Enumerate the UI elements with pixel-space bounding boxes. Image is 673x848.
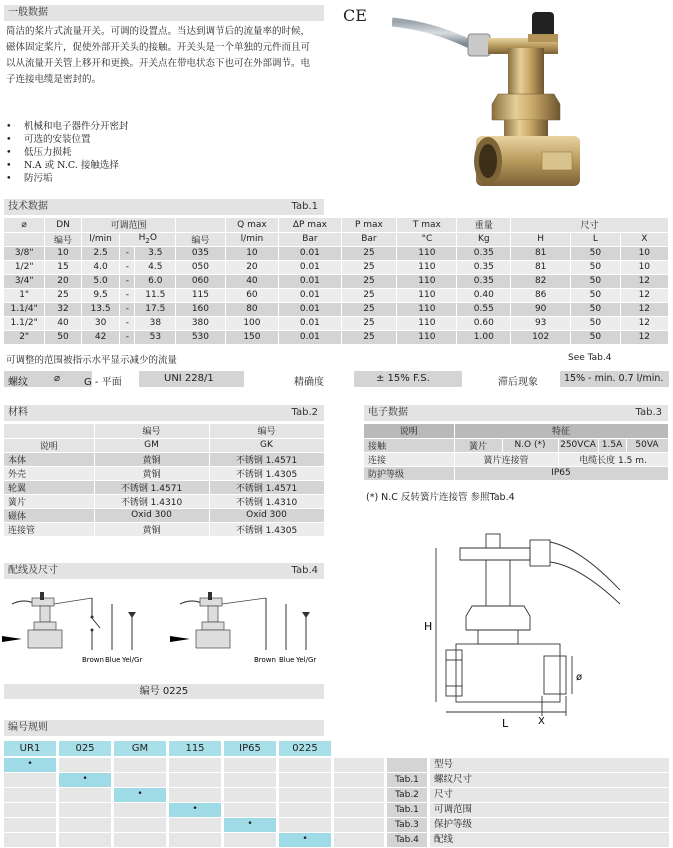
wiring-header — [4, 563, 324, 579]
wire-yelgr: Yel/Gr — [122, 656, 143, 664]
hyst-value: 15% - min. 0.7 l/min. — [564, 373, 664, 384]
code-segment: 0225 — [279, 741, 331, 756]
code-grid-cell — [59, 818, 111, 832]
mat-code-head: 编号 — [94, 424, 209, 438]
materials-cell: 不锈钢 1.4571 — [209, 452, 324, 466]
tech-cell: 0.01 — [279, 246, 341, 260]
materials-cell: 不锈钢 1.4571 — [94, 480, 209, 494]
electrical-header — [364, 405, 668, 421]
sub-x-dim: X — [620, 232, 668, 246]
code-grid-cell — [4, 788, 56, 802]
code-grid-cell — [334, 788, 384, 802]
tech-cell: 40 — [225, 274, 279, 288]
tech-cell: 50 — [571, 288, 620, 302]
tech-cell: 050 — [176, 260, 225, 274]
elec-voltage: 250VCA — [558, 438, 598, 452]
code-tab-ref — [387, 758, 427, 772]
tech-cell: 20 — [45, 274, 81, 288]
tech-cell: 81 — [511, 246, 571, 260]
wire-brown: Brown — [254, 656, 276, 664]
col-dn: DN — [45, 218, 81, 232]
tech-cell: 2" — [4, 330, 45, 344]
tech-cell: 3/8" — [4, 246, 45, 260]
tech-cell: 25 — [341, 274, 397, 288]
materials-row — [4, 494, 324, 508]
code-grid-cell — [224, 833, 276, 847]
tech-cell: 0.55 — [457, 302, 511, 316]
tech-cell: - — [120, 274, 135, 288]
code-marker: • — [59, 773, 111, 787]
tech-cell: 0.35 — [457, 246, 511, 260]
code-field-label: 型号 — [430, 758, 669, 772]
accuracy-label: 精确度 — [294, 377, 324, 388]
tech-cell: 110 — [397, 302, 457, 316]
wiring-diagram-no — [2, 590, 162, 668]
tech-cell: - — [120, 330, 135, 344]
code-grid-cell — [59, 833, 111, 847]
feature-item: • 低压力损耗 — [2, 146, 322, 159]
code-grid-cell — [114, 758, 166, 772]
code-grid-cell — [169, 773, 221, 787]
elec-contact-no: N.O (*) — [502, 438, 558, 452]
feature-item: • 机械和电子器件分开密封 — [2, 120, 322, 133]
tech-row — [4, 288, 669, 302]
wiring-tab-ref: Tab.4 — [291, 565, 318, 576]
tech-cell: 4.5 — [135, 260, 176, 274]
tech-cell: 110 — [397, 330, 457, 344]
sub-o: O — [149, 233, 157, 244]
dim-d: ø — [576, 672, 583, 683]
sub-code: 编号 — [45, 232, 81, 246]
tech-row — [4, 302, 669, 316]
feature-item: • 可选的安装位置 — [2, 133, 322, 146]
tech-cell: 50 — [571, 330, 620, 344]
tech-cell: 9.5 — [81, 288, 120, 302]
dim-h: H — [424, 620, 433, 633]
materials-row — [4, 466, 324, 480]
materials-cell: 本体 — [4, 452, 94, 466]
code-grid-cell — [224, 788, 276, 802]
see-tab4: See Tab.4 — [568, 353, 612, 363]
tech-cell: 25 — [341, 302, 397, 316]
code-grid-cell — [114, 818, 166, 832]
tech-cell: 115 — [176, 288, 225, 302]
materials-cell: Oxid 300 — [94, 508, 209, 522]
tech-cell: 5.0 — [81, 274, 120, 288]
coding-title: 编号规则 — [8, 722, 48, 733]
tech-cell: 0.01 — [279, 274, 341, 288]
tech-cell: 90 — [511, 302, 571, 316]
mat-code-gm: GM — [94, 438, 209, 452]
tech-cell: 0.35 — [457, 274, 511, 288]
sub-h2o — [120, 232, 176, 246]
tech-row — [4, 246, 669, 260]
elec-contact-type: 簧片 — [454, 438, 502, 452]
tech-table — [4, 218, 669, 345]
tech-cell: 380 — [176, 316, 225, 330]
sub-code2: 编号 — [176, 232, 225, 246]
code-grid-cell — [279, 788, 331, 802]
tech-cell: 50 — [571, 316, 620, 330]
materials-row — [4, 508, 324, 522]
code-segment: GM — [114, 741, 166, 756]
code-marker: • — [169, 803, 221, 817]
code-grid-cell — [4, 818, 56, 832]
tech-cell: 1.1/4" — [4, 302, 45, 316]
tech-cell: 12 — [620, 316, 668, 330]
tech-cell: 38 — [135, 316, 176, 330]
materials-row — [4, 480, 324, 494]
sub-l-dim: L — [571, 232, 620, 246]
tech-cell: 32 — [45, 302, 81, 316]
elec-prot-label: 防护等级 — [364, 466, 454, 480]
tech-cell: 17.5 — [135, 302, 176, 316]
tech-cell: 50 — [45, 330, 81, 344]
elec-conn-label: 连接 — [364, 452, 454, 466]
tech-cell: 15 — [45, 260, 81, 274]
tech-cell: 12 — [620, 302, 668, 316]
intro-line: 子连接电缆是密封的。 — [6, 74, 102, 85]
tech-cell: 0.01 — [279, 260, 341, 274]
col-qmax: Q max — [225, 218, 279, 232]
code-marker: • — [224, 818, 276, 832]
code-grid-cell — [334, 758, 384, 772]
tech-cell: 11.5 — [135, 288, 176, 302]
tech-cell: 12 — [620, 274, 668, 288]
tech-cell: 20 — [225, 260, 279, 274]
code-grid-cell — [224, 773, 276, 787]
tech-cell: 93 — [511, 316, 571, 330]
code-tab-ref: Tab.2 — [387, 788, 427, 802]
tech-cell: 40 — [45, 316, 81, 330]
elec-contact-label: 接触 — [364, 438, 454, 452]
code-grid-cell — [59, 803, 111, 817]
tech-cell: 10 — [225, 246, 279, 260]
tech-tab-ref: Tab.1 — [291, 201, 318, 212]
wire-blue: Blue — [279, 656, 295, 664]
code-grid-cell — [59, 758, 111, 772]
wire-blue: Blue — [105, 656, 121, 664]
sub-bar2: Bar — [341, 232, 397, 246]
tech-cell: 150 — [225, 330, 279, 344]
code-marker: • — [114, 788, 166, 802]
code-field-label: 螺纹尺寸 — [430, 773, 669, 787]
code-grid-cell — [114, 773, 166, 787]
code-segment: IP65 — [224, 741, 276, 756]
materials-cell: 不锈钢 1.4305 — [209, 466, 324, 480]
tech-cell: 110 — [397, 274, 457, 288]
tech-cell: 25 — [341, 246, 397, 260]
wiring-code-label: 编号 0225 — [139, 686, 189, 697]
col-diameter: ⌀ — [4, 218, 45, 232]
materials-cell: 簧片 — [4, 494, 94, 508]
materials-header — [4, 405, 324, 421]
code-field-label: 配线 — [430, 833, 669, 847]
code-tab-ref: Tab.3 — [387, 818, 427, 832]
code-grid-cell — [4, 833, 56, 847]
materials-row — [4, 452, 324, 466]
wire-yelgr: Yel/Gr — [296, 656, 317, 664]
tech-cell: 0.01 — [279, 330, 341, 344]
tech-cell: 80 — [225, 302, 279, 316]
code-grid-cell — [169, 818, 221, 832]
sub-h-dim: H — [511, 232, 571, 246]
tech-cell: 100 — [225, 316, 279, 330]
tech-cell: 3.5 — [135, 246, 176, 260]
intro-line: 磁体固定桨片，促使外部开关头的接触。开关头是一个单独的元件而且可 — [6, 42, 311, 53]
product-photo — [392, 4, 604, 194]
materials-title: 材料 — [8, 407, 28, 418]
code-grid-cell — [334, 833, 384, 847]
ce-mark: CE — [343, 6, 367, 25]
tech-cell: 110 — [397, 288, 457, 302]
dimension-drawing — [420, 520, 660, 730]
code-field-label: 尺寸 — [430, 788, 669, 802]
elec-feature-head: 特征 — [454, 424, 668, 438]
coding-header — [4, 720, 324, 736]
tech-cell: 10 — [620, 260, 668, 274]
tech-cell: 25 — [341, 316, 397, 330]
sub-blank — [4, 232, 45, 246]
tech-cell: 25 — [341, 330, 397, 344]
sub-bar: Bar — [279, 232, 341, 246]
feature-list — [2, 120, 322, 185]
code-grid-cell — [114, 803, 166, 817]
tech-cell: 1.00 — [457, 330, 511, 344]
code-grid-cell — [169, 788, 221, 802]
dim-x: X — [538, 716, 545, 727]
materials-cell: 不锈钢 1.4310 — [209, 494, 324, 508]
tech-cell: 4.0 — [81, 260, 120, 274]
tech-cell: 25 — [45, 288, 81, 302]
tech-cell: 110 — [397, 316, 457, 330]
code-tab-ref: Tab.4 — [387, 833, 427, 847]
sub-h: H — [138, 233, 146, 244]
code-grid-cell — [59, 788, 111, 802]
code-tab-ref: Tab.1 — [387, 773, 427, 787]
general-header — [4, 5, 324, 21]
tech-cell: 3/4" — [4, 274, 45, 288]
col-dp: ΔP max — [279, 218, 341, 232]
code-grid-cell — [114, 833, 166, 847]
accuracy-value: ± 15% F.S. — [376, 373, 430, 384]
code-grid-cell — [279, 818, 331, 832]
dim-l: L — [502, 717, 509, 730]
materials-cell: 轮翼 — [4, 480, 94, 494]
materials-table — [4, 424, 325, 537]
general-intro — [6, 24, 336, 88]
intro-line: 简洁的桨片式流量开关。可调的设置点。当达到调节后的流量率的时候， — [6, 26, 311, 37]
materials-cell: 磁体 — [4, 508, 94, 522]
tech-cell: 035 — [176, 246, 225, 260]
materials-row — [4, 522, 324, 536]
elec-conn-value: 簧片连接管 — [454, 452, 558, 466]
code-marker: • — [4, 758, 56, 772]
code-segment: UR1 — [4, 741, 56, 756]
sub-kg: Kg — [457, 232, 511, 246]
tech-cell: 12 — [620, 330, 668, 344]
tech-cell: 13.5 — [81, 302, 120, 316]
tech-cell: 060 — [176, 274, 225, 288]
tech-cell: 0.60 — [457, 316, 511, 330]
mat-blank — [4, 424, 94, 438]
thread-std: UNI 228/1 — [164, 373, 214, 384]
code-field-label: 保护等级 — [430, 818, 669, 832]
col-pmax: P max — [341, 218, 397, 232]
tech-cell: 1" — [4, 288, 45, 302]
tech-cell: 2.5 — [81, 246, 120, 260]
mat-desc-head: 说明 — [4, 438, 94, 452]
code-segment: 115 — [169, 741, 221, 756]
code-grid-cell — [4, 773, 56, 787]
col-dimensions: 尺寸 — [511, 218, 669, 232]
materials-tab-ref: Tab.2 — [291, 407, 318, 418]
materials-cell: 黄铜 — [94, 466, 209, 480]
tech-cell: 82 — [511, 274, 571, 288]
code-grid-cell — [334, 818, 384, 832]
tech-cell: 160 — [176, 302, 225, 316]
tech-cell: 86 — [511, 288, 571, 302]
electrical-title: 电子数据 — [368, 407, 408, 418]
tech-cell: 1/2" — [4, 260, 45, 274]
code-grid-cell — [4, 803, 56, 817]
col-range-code-head — [176, 218, 225, 232]
tech-cell: 50 — [571, 260, 620, 274]
general-title: 一般数据 — [8, 7, 48, 18]
tech-header — [4, 199, 324, 215]
tech-cell: 6.0 — [135, 274, 176, 288]
tech-cell: 0.40 — [457, 288, 511, 302]
tech-row — [4, 260, 669, 274]
electrical-note: (*) N.C 反转簧片连接管 参照Tab.4 — [366, 492, 515, 503]
code-grid-cell — [279, 773, 331, 787]
materials-cell: 连接管 — [4, 522, 94, 536]
tech-cell: - — [120, 246, 135, 260]
electrical-tab-ref: Tab.3 — [635, 407, 662, 418]
tech-title: 技术数据 — [8, 201, 48, 212]
tech-cell: 10 — [620, 246, 668, 260]
tech-cell: 0.01 — [279, 302, 341, 316]
materials-cell: Oxid 300 — [209, 508, 324, 522]
sub-lmin2: l/min — [225, 232, 279, 246]
materials-cell: 不锈钢 1.4571 — [209, 480, 324, 494]
code-grid-cell — [169, 758, 221, 772]
materials-cell: 外壳 — [4, 466, 94, 480]
tech-cell: 102 — [511, 330, 571, 344]
sub-2: 2 — [145, 236, 150, 245]
elec-current: 1.5A — [598, 438, 626, 452]
coding-grid — [4, 741, 669, 845]
code-grid-cell — [334, 803, 384, 817]
materials-cell: 不锈钢 1.4310 — [94, 494, 209, 508]
tech-cell: 10 — [45, 246, 81, 260]
code-grid-cell — [169, 833, 221, 847]
elec-cable-len: 电缆长度 1.5 m. — [558, 452, 668, 466]
tech-cell: 110 — [397, 246, 457, 260]
materials-cell: 不锈钢 1.4305 — [209, 522, 324, 536]
hyst-label: 滞后现象 — [498, 377, 538, 388]
tech-cell: 25 — [341, 260, 397, 274]
tech-cell: 110 — [397, 260, 457, 274]
electrical-table — [364, 424, 669, 481]
thread-row — [4, 371, 669, 387]
thread-symbol: ⌀ — [54, 373, 61, 384]
tech-cell: 1.1/2" — [4, 316, 45, 330]
wiring-diagram-nc — [170, 590, 330, 668]
tech-cell: 12 — [620, 288, 668, 302]
tech-cell: 53 — [135, 330, 176, 344]
code-grid-cell — [279, 803, 331, 817]
tech-row — [4, 330, 669, 344]
tech-cell: 81 — [511, 260, 571, 274]
sub-c: °C — [397, 232, 457, 246]
feature-item: • 防污垢 — [2, 172, 322, 185]
tech-cell: - — [120, 316, 135, 330]
tech-cell: 0.01 — [279, 316, 341, 330]
mat-code-gk: GK — [209, 438, 324, 452]
elec-power: 50VA — [626, 438, 668, 452]
tech-cell: 50 — [571, 302, 620, 316]
tech-cell: - — [120, 288, 135, 302]
tech-note: 可调整的范围被指示水平显示减少的流量 — [6, 355, 178, 366]
col-tmax: T max — [397, 218, 457, 232]
code-grid-cell — [334, 773, 384, 787]
thread-label: 螺纹 — [8, 377, 28, 388]
col-weight: 重量 — [457, 218, 511, 232]
wiring-title: 配线及尺寸 — [8, 565, 58, 576]
sub-lmin: l/min — [81, 232, 120, 246]
wire-brown: Brown — [82, 656, 104, 664]
intro-line: 以从流量开关管上移开和更换。开关点在带电状态下也可在外部调节。电 — [6, 58, 311, 69]
code-grid-cell — [224, 758, 276, 772]
code-tab-ref: Tab.1 — [387, 803, 427, 817]
code-segment: 025 — [59, 741, 111, 756]
tech-cell: 530 — [176, 330, 225, 344]
tech-cell: - — [120, 260, 135, 274]
tech-cell: 0.35 — [457, 260, 511, 274]
tech-cell: - — [120, 302, 135, 316]
mat-code-head: 编号 — [209, 424, 324, 438]
tech-row — [4, 274, 669, 288]
wiring-code-bar — [4, 684, 324, 699]
code-field-label: 可调范围 — [430, 803, 669, 817]
tech-cell: 25 — [341, 288, 397, 302]
col-range: 可调范围 — [81, 218, 175, 232]
tech-row — [4, 316, 669, 330]
tech-cell: 50 — [571, 274, 620, 288]
code-marker: • — [279, 833, 331, 847]
tech-cell: 0.01 — [279, 288, 341, 302]
tech-cell: 50 — [571, 246, 620, 260]
tech-cell: 60 — [225, 288, 279, 302]
feature-item: • N.A 或 N.C. 接触选择 — [2, 159, 322, 172]
tech-cell: 42 — [81, 330, 120, 344]
code-grid-cell — [224, 803, 276, 817]
tech-cell: 30 — [81, 316, 120, 330]
code-grid-cell — [279, 758, 331, 772]
elec-desc-head: 说明 — [364, 424, 454, 438]
materials-cell: 黄铜 — [94, 452, 209, 466]
materials-cell: 黄铜 — [94, 522, 209, 536]
elec-prot-value: IP65 — [454, 466, 668, 480]
thread-value: G - 平面 — [84, 377, 122, 388]
